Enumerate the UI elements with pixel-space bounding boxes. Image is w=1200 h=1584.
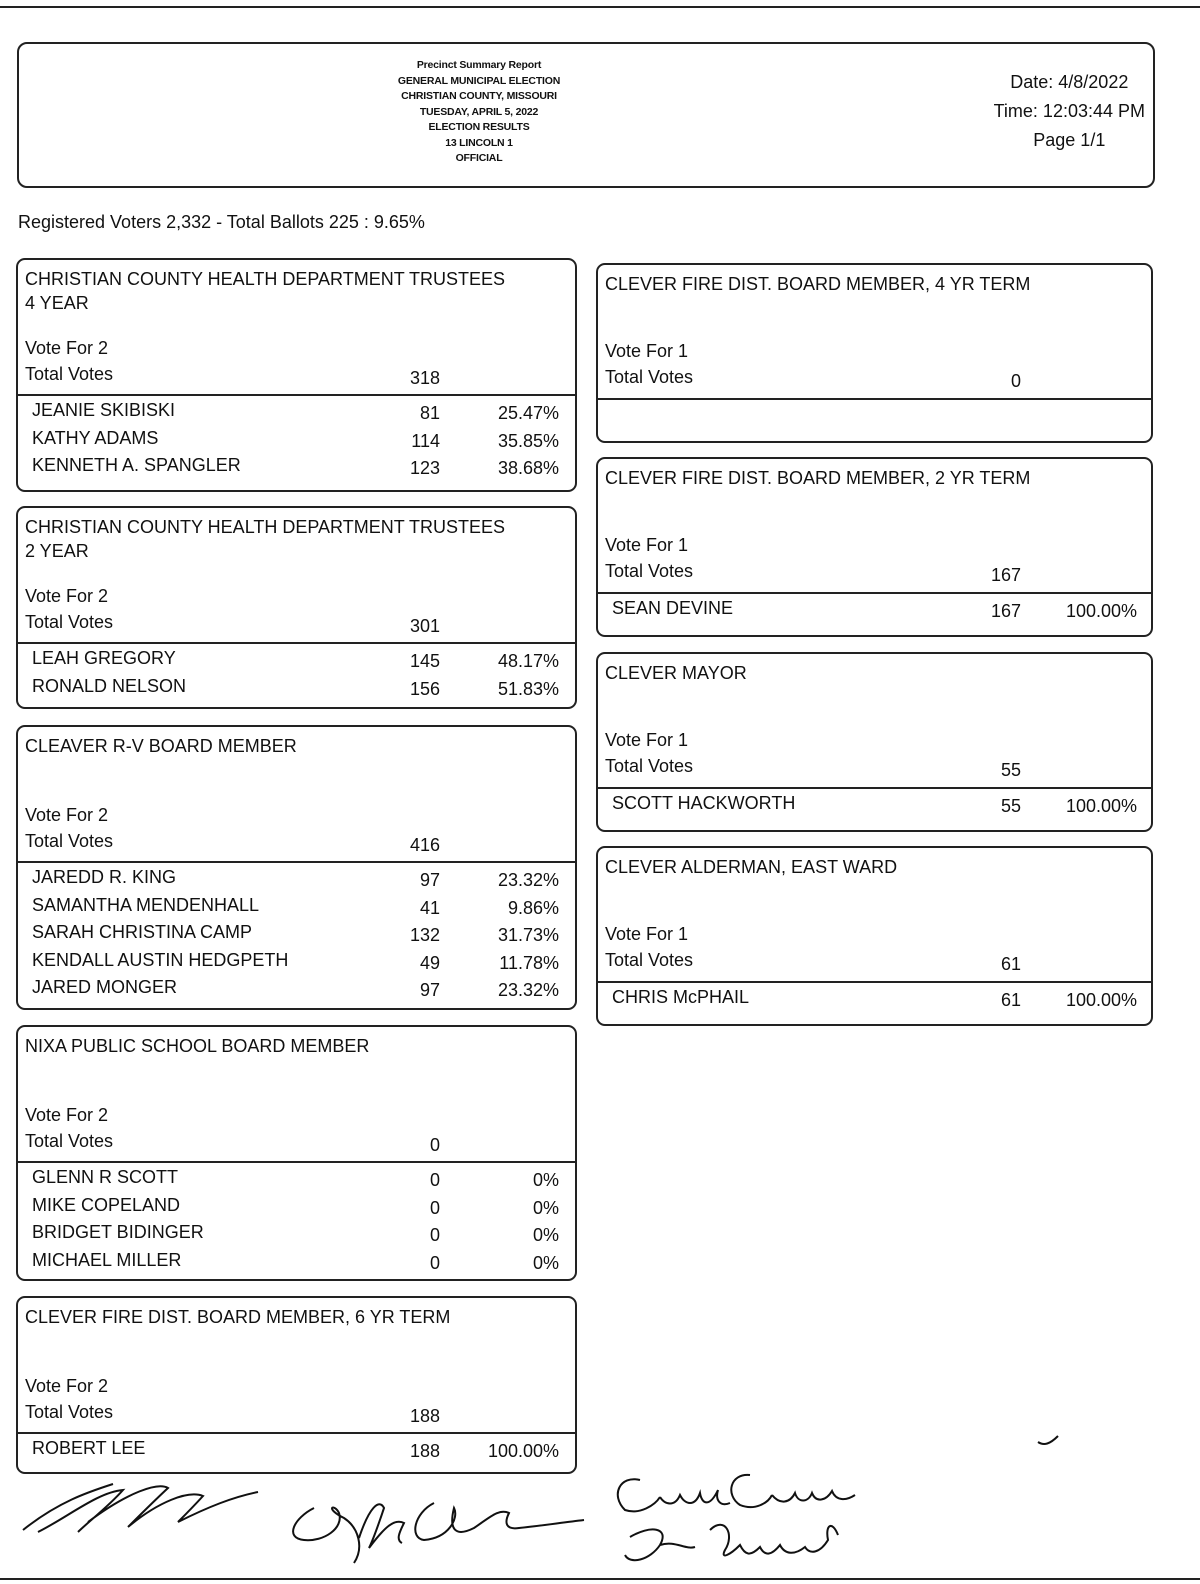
election-name: GENERAL MUNICIPAL ELECTION [397, 74, 561, 87]
race-box [16, 258, 577, 492]
race-divider [18, 861, 575, 863]
report-header [17, 42, 1155, 188]
candidate-row [18, 428, 575, 455]
candidate-percent: 0% [532, 1197, 559, 1218]
race-title: CLEAVER R-V BOARD MEMBER [25, 736, 297, 756]
candidate-percent: 23.32% [497, 980, 559, 1000]
candidate-row [598, 598, 1151, 625]
total-votes-label: Total Votes [25, 612, 114, 632]
candidate-votes: 41 [419, 897, 440, 918]
race-box [596, 457, 1153, 637]
total-votes-label: Total Votes [605, 561, 694, 581]
total-votes-label: Total Votes [605, 950, 694, 970]
candidate-name: CHRIS McPHAIL [612, 987, 750, 1007]
candidate-votes: 156 [409, 678, 440, 699]
candidate-row [18, 676, 575, 703]
candidate-row [18, 867, 575, 894]
candidate-row [18, 950, 575, 977]
page-number: Page 1/1 [1033, 130, 1106, 150]
race-divider [18, 1432, 575, 1434]
top-rule [0, 6, 1200, 8]
candidate-percent: 35.85% [497, 430, 559, 451]
candidate-votes: 81 [419, 403, 440, 423]
vote-for-label: Vote For 1 [605, 924, 689, 944]
candidate-name: JARED MONGER [32, 977, 178, 997]
signature-1 [18, 1462, 278, 1542]
candidate-percent: 0% [532, 1252, 559, 1273]
election-date: TUESDAY, APRIL 5, 2022 [419, 105, 539, 118]
report-time: Time: 12:03:44 PM [993, 101, 1145, 121]
race-title: CLEVER FIRE DIST. BOARD MEMBER, 2 YR TERM [605, 468, 1031, 488]
total-votes-value: 301 [409, 616, 440, 636]
candidate-votes: 97 [419, 980, 440, 1000]
candidate-name: MIKE COPELAND [32, 1194, 181, 1215]
vote-for-label: Vote For 1 [605, 341, 689, 361]
candidate-name: JAREDD R. KING [32, 867, 177, 887]
race-box [16, 725, 577, 1010]
candidate-name: JEANIE SKIBISKI [32, 400, 176, 420]
candidate-name: GLENN R SCOTT [32, 1167, 179, 1187]
candidate-votes: 0 [429, 1252, 440, 1273]
total-votes-value: 167 [990, 565, 1021, 585]
county-name: CHRISTIAN COUNTY, MISSOURI [401, 90, 557, 102]
race-divider [18, 642, 575, 644]
bottom-rule [0, 1578, 1200, 1580]
vote-for-label: Vote For 2 [25, 586, 109, 606]
candidate-percent: 100.00% [487, 1441, 559, 1461]
candidate-row [18, 1438, 575, 1465]
candidate-votes: 61 [1000, 990, 1021, 1010]
registered-voters-summary: Registered Voters 2,332 - Total Ballots 225 : 9.65% [18, 212, 425, 232]
candidate-name: SEAN DEVINE [612, 598, 734, 618]
total-votes-value: 61 [1000, 954, 1021, 974]
race-title: CHRISTIAN COUNTY HEALTH DEPARTMENT TRUSTEES 4 YEAR [25, 269, 506, 313]
total-votes-value: 55 [1000, 760, 1021, 780]
candidate-percent: 100.00% [1065, 796, 1137, 816]
candidate-votes: 145 [409, 651, 440, 671]
candidate-votes: 49 [419, 952, 440, 973]
candidate-percent: 48.17% [497, 651, 559, 671]
candidate-row [18, 455, 575, 482]
total-votes-label: Total Votes [25, 364, 114, 384]
candidate-percent: 11.78% [499, 952, 559, 973]
candidate-row [18, 1222, 575, 1249]
total-votes-label: Total Votes [605, 756, 694, 776]
total-votes-label: Total Votes [25, 831, 114, 851]
candidate-votes: 167 [990, 601, 1021, 621]
total-votes-label: Total Votes [25, 1131, 114, 1151]
candidate-votes: 0 [429, 1170, 440, 1190]
race-divider [18, 394, 575, 396]
report-meta [994, 68, 1145, 155]
candidate-row [18, 1250, 575, 1277]
candidate-row [18, 648, 575, 675]
candidate-votes: 123 [409, 458, 440, 478]
report-type: Precinct Summary Report [416, 59, 542, 71]
candidate-name: RONALD NELSON [32, 675, 187, 696]
candidate-percent: 0% [532, 1170, 559, 1190]
candidate-row [18, 895, 575, 922]
candidate-row [18, 400, 575, 427]
race-divider [598, 398, 1151, 400]
candidate-name: LEAH GREGORY [32, 648, 176, 668]
candidate-votes: 132 [409, 925, 440, 945]
candidate-percent: 9.86% [507, 897, 559, 918]
total-votes-label: Total Votes [25, 1402, 114, 1422]
candidate-name: KATHY ADAMS [32, 427, 159, 448]
candidate-name: SCOTT HACKWORTH [612, 793, 796, 813]
candidate-name: KENDALL AUSTIN HEDGPETH [32, 949, 289, 970]
total-votes-label: Total Votes [605, 367, 694, 387]
race-box [596, 263, 1153, 443]
candidate-votes: 114 [411, 430, 440, 451]
candidate-name: KENNETH A. SPANGLER [32, 455, 241, 475]
candidate-votes: 0 [429, 1197, 440, 1218]
vote-for-label: Vote For 1 [605, 730, 689, 750]
total-votes-value: 0 [1010, 371, 1021, 391]
candidate-votes: 97 [419, 870, 440, 890]
vote-for-label: Vote For 2 [25, 805, 109, 825]
report-title-block [359, 58, 599, 167]
candidate-percent: 51.83% [497, 678, 559, 699]
race-box [16, 1025, 577, 1281]
race-divider [598, 981, 1151, 983]
candidate-percent: 100.00% [1065, 990, 1137, 1010]
vote-for-label: Vote For 1 [605, 535, 689, 555]
race-title: NIXA PUBLIC SCHOOL BOARD MEMBER [25, 1036, 370, 1056]
vote-for-label: Vote For 2 [25, 1376, 109, 1396]
race-title: CLEVER FIRE DIST. BOARD MEMBER, 4 YR TERM [605, 274, 1031, 294]
candidate-name: ROBERT LEE [32, 1438, 146, 1458]
candidate-percent: 25.47% [497, 403, 559, 423]
tick-mark [1036, 1434, 1060, 1448]
race-title: CLEVER ALDERMAN, EAST WARD [605, 857, 898, 877]
total-votes-value: 188 [409, 1406, 440, 1426]
signature-3 [600, 1455, 880, 1580]
candidate-row [18, 1195, 575, 1222]
candidate-name: SAMANTHA MENDENHALL [32, 894, 260, 915]
official-label: OFFICIAL [455, 152, 503, 164]
candidate-row [18, 1167, 575, 1194]
candidate-name: MICHAEL MILLER [32, 1249, 182, 1270]
total-votes-value: 0 [429, 1135, 440, 1155]
candidate-name: SARAH CHRISTINA CAMP [32, 922, 253, 942]
race-box [596, 652, 1153, 832]
race-box [596, 846, 1153, 1026]
race-title: CLEVER FIRE DIST. BOARD MEMBER, 6 YR TERM [25, 1307, 451, 1327]
race-divider [598, 592, 1151, 594]
signature-2 [284, 1468, 604, 1568]
race-divider [18, 1161, 575, 1163]
precinct-name: 13 LINCOLN 1 [445, 136, 513, 149]
vote-for-label: Vote For 2 [25, 338, 109, 358]
candidate-row [598, 987, 1151, 1014]
total-votes-value: 416 [409, 835, 440, 855]
report-date: Date: 4/8/2022 [1010, 72, 1129, 92]
candidate-row [18, 922, 575, 949]
total-votes-value: 318 [409, 368, 440, 388]
race-box [16, 506, 577, 709]
candidate-percent: 23.32% [497, 870, 559, 890]
candidate-row [18, 977, 575, 1004]
race-title: CHRISTIAN COUNTY HEALTH DEPARTMENT TRUSTEES 2 YEAR [25, 517, 506, 561]
candidate-percent: 31.73% [497, 925, 559, 945]
candidate-votes: 188 [409, 1441, 440, 1461]
candidate-row [598, 793, 1151, 820]
race-divider [598, 787, 1151, 789]
candidate-percent: 100.00% [1065, 601, 1137, 621]
race-title: CLEVER MAYOR [605, 663, 747, 683]
candidate-votes: 0 [429, 1225, 440, 1245]
candidate-percent: 38.68% [497, 458, 559, 478]
race-box [16, 1296, 577, 1474]
candidate-votes: 55 [1000, 796, 1021, 816]
vote-for-label: Vote For 2 [25, 1105, 109, 1125]
candidate-name: BRIDGET BIDINGER [32, 1222, 204, 1242]
results-label: ELECTION RESULTS [428, 121, 530, 133]
candidate-percent: 0% [532, 1225, 559, 1245]
